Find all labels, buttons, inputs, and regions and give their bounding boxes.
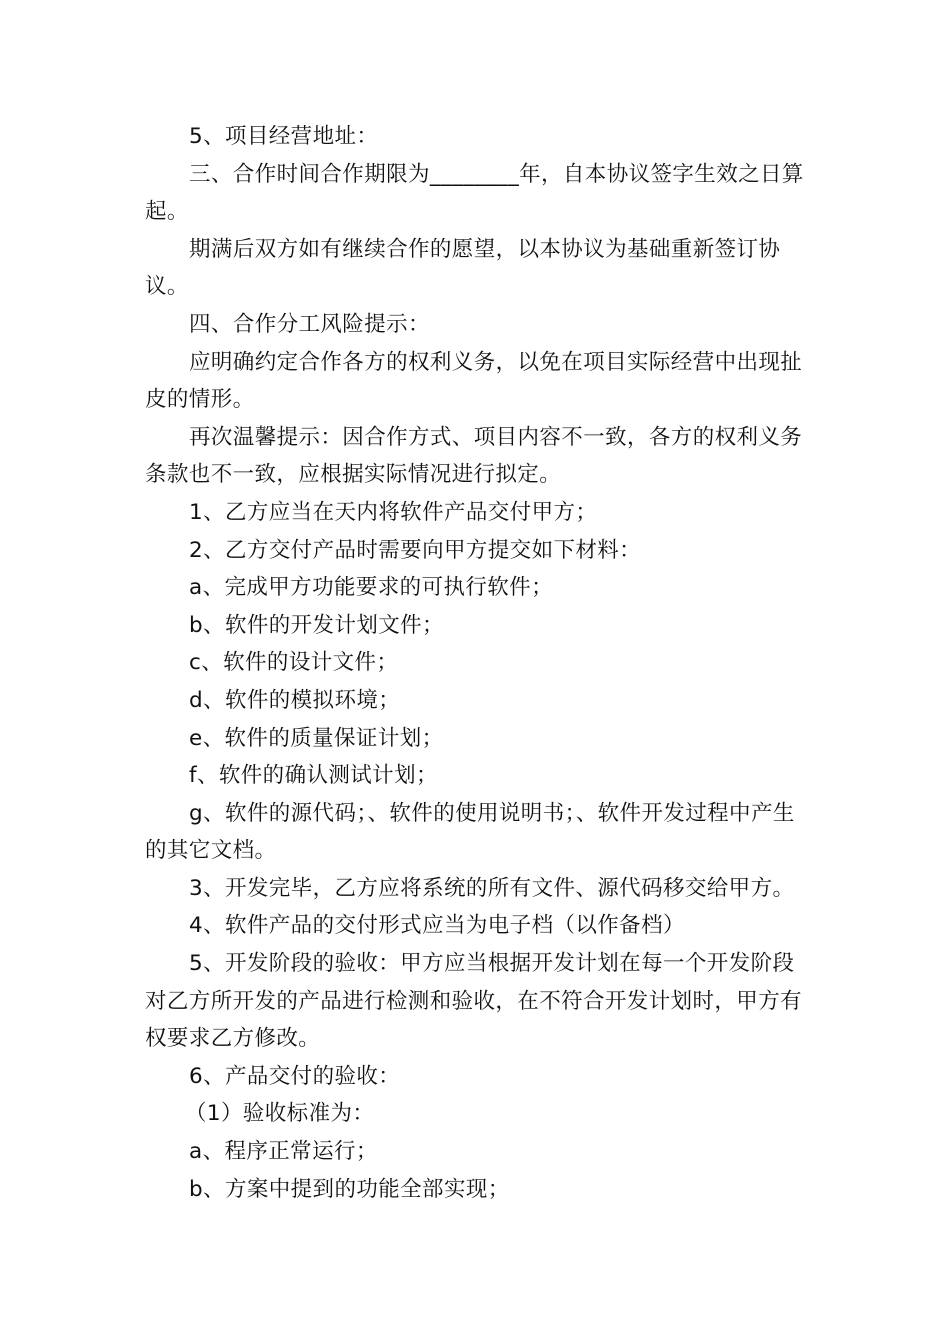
paragraph: b、软件的开发计划文件；: [189, 612, 444, 638]
paragraph: 3、开发完毕，乙方应将系统的所有文件、源代码移交给甲方。: [189, 875, 795, 901]
paragraph: g、软件的源代码；、软件的使用说明书；、软件开发过程中产生的其它文档。: [145, 800, 795, 864]
paragraph: 1、乙方应当在天内将软件产品交付甲方；: [189, 499, 598, 525]
paragraph: d、软件的模拟环境；: [189, 687, 401, 713]
paragraph: 5、项目经营地址：: [189, 124, 379, 149]
paragraph: 5、开发阶段的验收：甲方应当根据开发计划在每一个开发阶段对乙方所开发的产品进行检测和验收，在不符合开发计划时，甲方有权要求乙方修改。: [145, 951, 803, 1052]
document-body: [145, 118, 807, 1208]
paragraph: c、软件的设计文件；: [189, 650, 399, 676]
paragraph: 6、产品交付的验收：: [189, 1063, 401, 1089]
paragraph: 4、软件产品的交付形式应当为电子档（以作备档）: [189, 913, 685, 939]
paragraph: 应明确约定合作各方的权利义务，以免在项目实际经营中出现扯皮的情形。: [145, 349, 803, 413]
paragraph: 三、合作时间合作期限为________年，自本协议签字生效之日算起。: [145, 161, 804, 225]
paragraph: 再次温馨提示：因合作方式、项目内容不一致，各方的权利义务条款也不一致，应根据实际情况进行拟定。: [145, 424, 803, 488]
paragraph: （1）验收标准为：: [185, 1101, 375, 1127]
paragraph: 2、乙方交付产品时需要向甲方提交如下材料：: [189, 537, 642, 563]
paragraph: f、软件的确认测试计划；: [189, 763, 438, 789]
paragraph: b、方案中提到的功能全部实现；: [189, 1176, 510, 1202]
paragraph: e、软件的质量保证计划；: [189, 725, 444, 751]
paragraph: 四、合作分工风险提示：: [189, 311, 430, 337]
paragraph: a、完成甲方功能要求的可执行软件；: [189, 575, 553, 601]
paragraph: a、程序正常运行；: [189, 1139, 378, 1165]
paragraph: 期满后双方如有继续合作的愿望，以本协议为基础重新签订协议。: [145, 236, 781, 300]
